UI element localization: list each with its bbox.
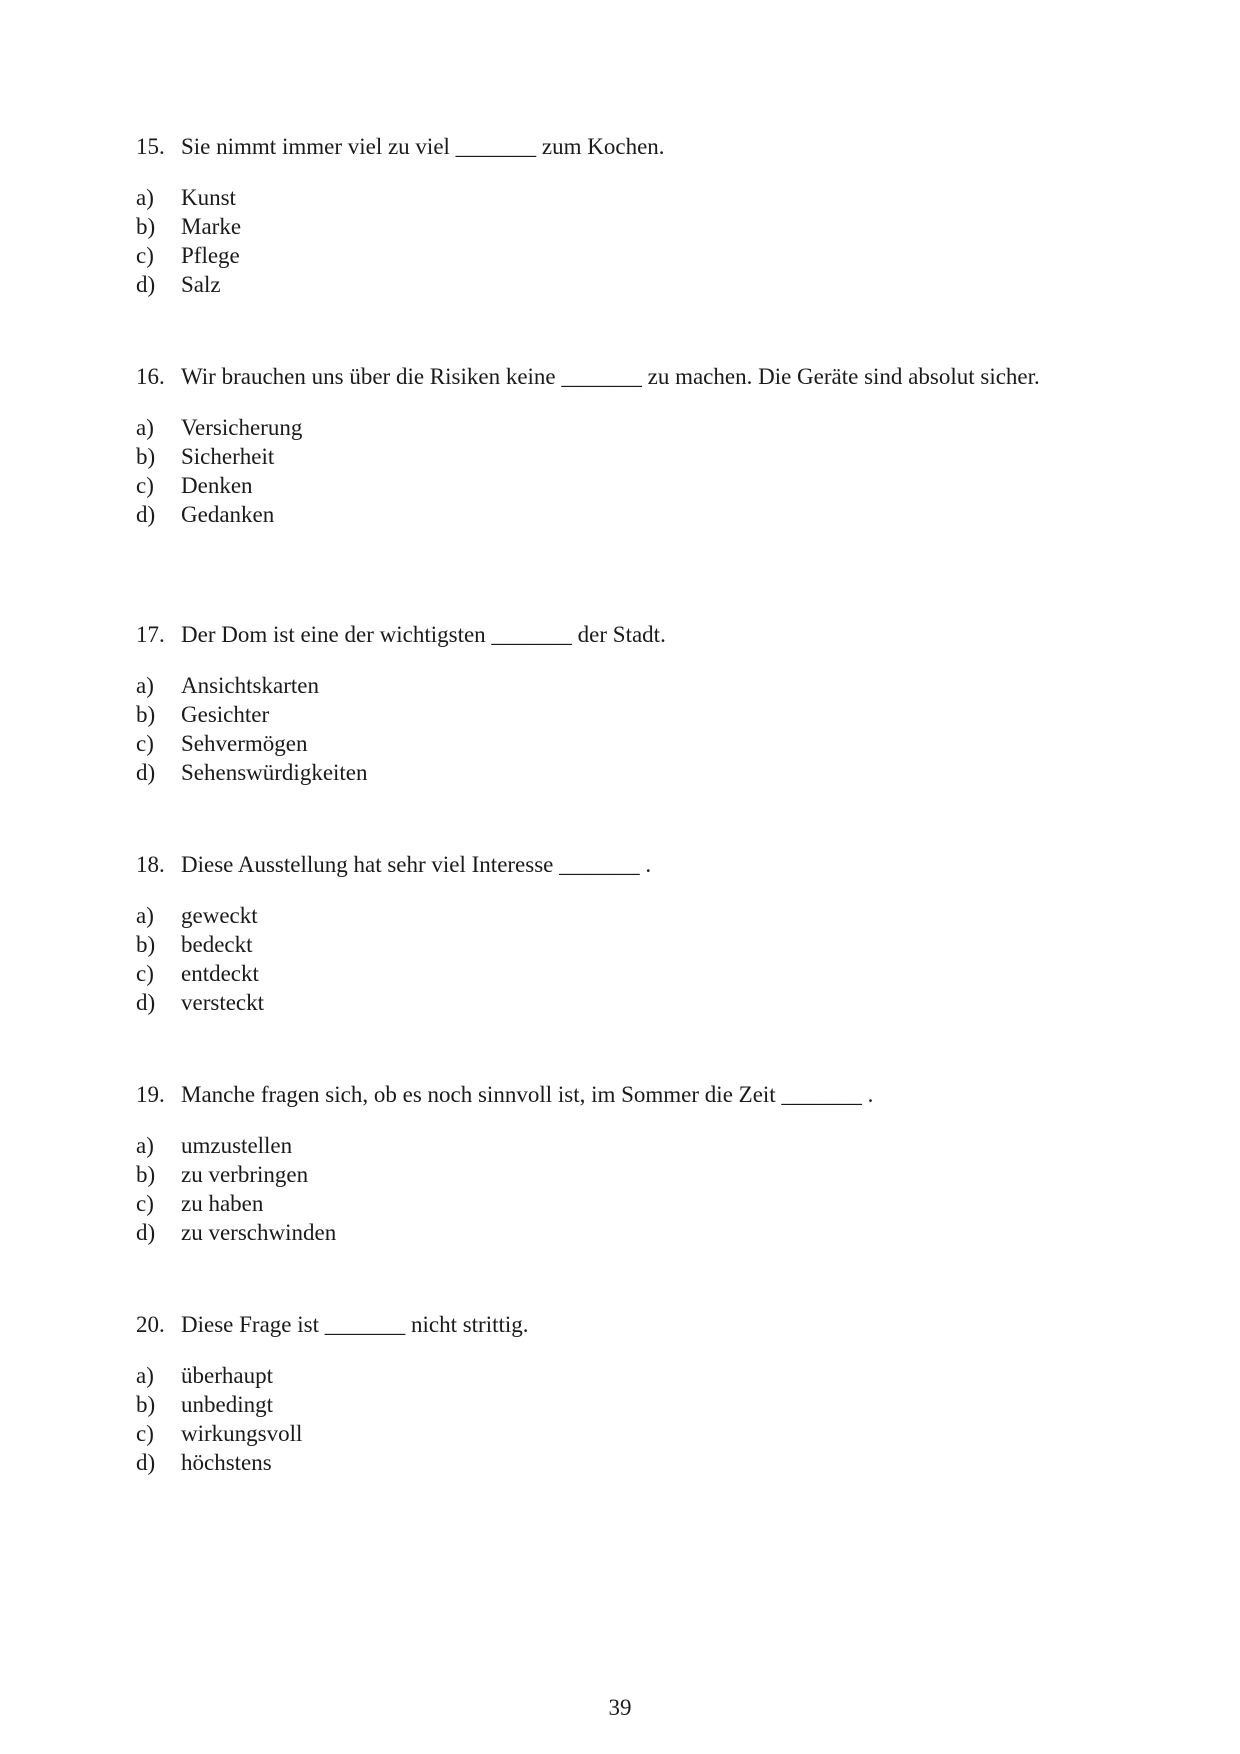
option-letter: a) <box>136 673 154 698</box>
option-letter: c) <box>136 961 154 986</box>
option-letter: b) <box>136 702 156 727</box>
question-number: 20. <box>136 1312 165 1337</box>
question-16 <box>136 362 1056 529</box>
option-text: Salz <box>181 272 221 297</box>
answer-options <box>136 413 1056 529</box>
question-18 <box>136 850 1056 1017</box>
answer-option <box>136 1131 1056 1160</box>
option-text: Versicherung <box>181 415 303 440</box>
option-letter: c) <box>136 1191 154 1216</box>
option-text: Denken <box>181 473 253 498</box>
answer-option <box>136 1361 1056 1390</box>
question-stem <box>136 1310 1056 1339</box>
option-letter: d) <box>136 502 156 527</box>
option-letter: d) <box>136 760 156 785</box>
question-stem <box>136 620 1056 649</box>
answer-option <box>136 729 1056 758</box>
answer-option <box>136 1189 1056 1218</box>
answer-option <box>136 700 1056 729</box>
option-text: zu haben <box>181 1191 264 1216</box>
question-17 <box>136 620 1056 787</box>
answer-options <box>136 1361 1056 1477</box>
option-text: geweckt <box>181 903 258 928</box>
question-text: Manche fragen sich, ob es noch sinnvoll ist, im Sommer die Zeit _______ . <box>181 1082 874 1107</box>
option-letter: c) <box>136 243 154 268</box>
answer-options <box>136 183 1056 299</box>
answer-option <box>136 212 1056 241</box>
option-text: versteckt <box>181 990 265 1015</box>
question-text: Wir brauchen uns über die Risiken keine _______ zu machen. Die Geräte sind absolut sicher. <box>181 364 1040 389</box>
answer-option <box>136 959 1056 988</box>
answer-option <box>136 930 1056 959</box>
option-letter: a) <box>136 185 154 210</box>
answer-option <box>136 471 1056 500</box>
option-text: Sehvermögen <box>181 731 308 756</box>
option-letter: a) <box>136 1133 154 1158</box>
answer-option <box>136 442 1056 471</box>
question-stem <box>136 362 1056 391</box>
question-number: 15. <box>136 134 165 159</box>
answer-options <box>136 1131 1056 1247</box>
question-number: 17. <box>136 622 165 647</box>
option-text: Sicherheit <box>181 444 275 469</box>
option-text: überhaupt <box>181 1363 273 1388</box>
question-20 <box>136 1310 1056 1477</box>
question-text: Diese Frage ist _______ nicht strittig. <box>181 1312 529 1337</box>
option-text: zu verbringen <box>181 1162 309 1187</box>
question-number: 18. <box>136 852 165 877</box>
question-stem <box>136 1080 1056 1109</box>
answer-option <box>136 988 1056 1017</box>
answer-option <box>136 1390 1056 1419</box>
option-letter: a) <box>136 415 154 440</box>
answer-option <box>136 901 1056 930</box>
answer-options <box>136 671 1056 787</box>
option-letter: d) <box>136 272 156 297</box>
option-text: Ansichtskarten <box>181 673 319 698</box>
answer-option <box>136 758 1056 787</box>
option-text: wirkungsvoll <box>181 1421 303 1446</box>
option-text: zu verschwinden <box>181 1220 337 1245</box>
option-text: Marke <box>181 214 242 239</box>
question-15 <box>136 132 1056 299</box>
option-text: Kunst <box>181 185 236 210</box>
answer-option <box>136 183 1056 212</box>
option-text: umzustellen <box>181 1133 293 1158</box>
option-letter: b) <box>136 1162 156 1187</box>
option-letter: d) <box>136 1450 156 1475</box>
answer-option <box>136 1419 1056 1448</box>
option-text: Pflege <box>181 243 240 268</box>
question-19 <box>136 1080 1056 1247</box>
option-letter: d) <box>136 990 156 1015</box>
question-stem <box>136 850 1056 879</box>
answer-option <box>136 500 1056 529</box>
answer-option <box>136 270 1056 299</box>
option-text: entdeckt <box>181 961 259 986</box>
option-letter: b) <box>136 214 156 239</box>
option-text: Gedanken <box>181 502 275 527</box>
question-text: Diese Ausstellung hat sehr viel Interesse _______ . <box>181 852 652 877</box>
question-text: Der Dom ist eine der wichtigsten _______ der Stadt. <box>181 622 666 647</box>
option-letter: c) <box>136 473 154 498</box>
option-text: höchstens <box>181 1450 272 1475</box>
question-number: 16. <box>136 364 165 389</box>
option-letter: b) <box>136 444 156 469</box>
page-number: 39 <box>608 1695 632 1720</box>
question-text: Sie nimmt immer viel zu viel _______ zum Kochen. <box>181 134 665 159</box>
answer-option <box>136 1448 1056 1477</box>
option-letter: b) <box>136 932 156 957</box>
option-text: unbedingt <box>181 1392 273 1417</box>
answer-option <box>136 241 1056 270</box>
option-letter: a) <box>136 1363 154 1388</box>
answer-options <box>136 901 1056 1017</box>
option-letter: d) <box>136 1220 156 1245</box>
question-number: 19. <box>136 1082 165 1107</box>
answer-option <box>136 671 1056 700</box>
option-text: Gesichter <box>181 702 270 727</box>
answer-option <box>136 1160 1056 1189</box>
option-letter: c) <box>136 731 154 756</box>
option-letter: a) <box>136 903 154 928</box>
answer-option <box>136 1218 1056 1247</box>
option-text: bedeckt <box>181 932 253 957</box>
option-letter: b) <box>136 1392 156 1417</box>
option-letter: c) <box>136 1421 154 1446</box>
answer-option <box>136 413 1056 442</box>
question-stem <box>136 132 1056 161</box>
option-text: Sehenswürdigkeiten <box>181 760 368 785</box>
